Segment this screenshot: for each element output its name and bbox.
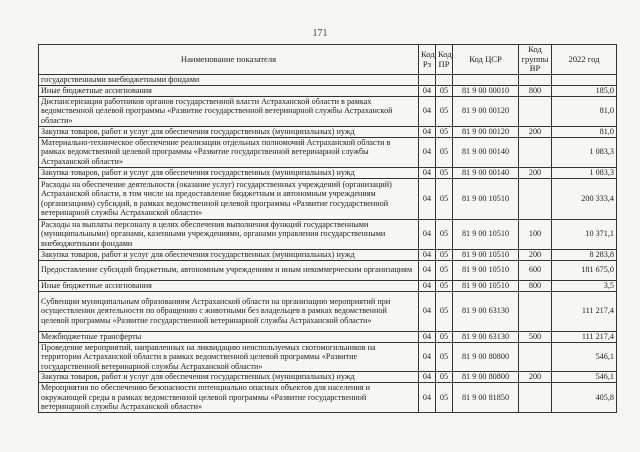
row-csr-cell: 81 9 00 80800 — [453, 372, 519, 383]
row-amount-cell: 10 371,1 — [552, 219, 617, 249]
row-vr-cell: 200 — [519, 249, 552, 260]
table-row — [39, 126, 617, 137]
row-pr-cell: 05 — [436, 260, 453, 280]
row-amount-cell: 111 217,4 — [552, 331, 617, 342]
row-pr-cell: 05 — [436, 167, 453, 178]
row-pr-cell: 05 — [436, 342, 453, 372]
row-vr-cell — [519, 137, 552, 167]
header-rz: Код Рз — [419, 45, 436, 75]
table-row — [39, 331, 617, 342]
row-name-cell: Иные бюджетные ассигнования — [39, 280, 419, 291]
row-vr-cell: 600 — [519, 260, 552, 280]
row-amount-cell: 405,8 — [552, 383, 617, 413]
row-vr-cell: 200 — [519, 167, 552, 178]
budget-table — [38, 44, 617, 413]
row-name-cell: Закупка товаров, работ и услуг для обеспечения государственных (муниципальных) нужд — [39, 167, 419, 178]
row-amount-cell: 1 083,3 — [552, 167, 617, 178]
row-pr-cell: 05 — [436, 280, 453, 291]
row-amount-cell: 3,5 — [552, 280, 617, 291]
row-vr-cell — [519, 342, 552, 372]
header-vr: Код группы ВР — [519, 45, 552, 75]
row-pr-cell: 05 — [436, 137, 453, 167]
row-vr-cell: 200 — [519, 126, 552, 137]
row-pr-cell: 05 — [436, 126, 453, 137]
row-pr-cell: 05 — [436, 372, 453, 383]
row-vr-cell — [519, 75, 552, 86]
row-csr-cell: 81 9 00 10510 — [453, 260, 519, 280]
table-row — [39, 96, 617, 126]
header-csr: Код ЦСР — [453, 45, 519, 75]
row-rz-cell: 04 — [419, 342, 436, 372]
row-csr-cell: 81 9 00 10510 — [453, 280, 519, 291]
row-amount-cell: 200 333,4 — [552, 178, 617, 219]
header-pr: Код ПР — [436, 45, 453, 75]
row-csr-cell: 81 9 00 10510 — [453, 178, 519, 219]
table-row — [39, 85, 617, 96]
row-vr-cell — [519, 383, 552, 413]
row-name-cell: Мероприятия по обеспечению безопасности потенциально опасных объектов для населения и окружающей среды в рамках ведомственной целевой программы «Развитие государственной ветеринарной службы Астраханской области» — [39, 383, 419, 413]
row-vr-cell — [519, 96, 552, 126]
row-pr-cell: 05 — [436, 85, 453, 96]
row-pr-cell: 05 — [436, 383, 453, 413]
row-rz-cell: 04 — [419, 167, 436, 178]
row-csr-cell: 81 9 00 00010 — [453, 85, 519, 96]
row-vr-cell — [519, 178, 552, 219]
row-name-cell: Субвенции муниципальным образованиям Астраханской области на организацию мероприятий при осуществлении деятельности по обращению с животными без владельцев в рамках ведомственной целевой программы «Развитие государственной ветеринарной службы Астраханской области» — [39, 291, 419, 331]
header-year: 2022 год — [552, 45, 617, 75]
row-name-cell: Материально-техническое обеспечение реализации отдельных полномочий Астраханской области в рамках ведомственной целевой программы «Развитие государственной ветеринарной службы Астраханской области» — [39, 137, 419, 167]
row-rz-cell: 04 — [419, 331, 436, 342]
row-rz-cell: 04 — [419, 260, 436, 280]
table-row — [39, 178, 617, 219]
row-vr-cell — [519, 291, 552, 331]
row-rz-cell: 04 — [419, 137, 436, 167]
row-rz-cell: 04 — [419, 85, 436, 96]
row-vr-cell: 500 — [519, 331, 552, 342]
row-pr-cell: 05 — [436, 249, 453, 260]
row-csr-cell: 81 9 00 63130 — [453, 331, 519, 342]
row-pr-cell: 05 — [436, 96, 453, 126]
table-row — [39, 75, 617, 86]
row-rz-cell: 04 — [419, 96, 436, 126]
row-name-cell: Расходы на выплаты персоналу в целях обеспечения выполнения функций государственными (муниципальными) органами, казенными учреждениями, органами управления государственными внебюджетными фондами — [39, 219, 419, 249]
row-csr-cell: 81 9 00 80800 — [453, 342, 519, 372]
row-csr-cell: 81 9 00 00140 — [453, 137, 519, 167]
row-vr-cell: 200 — [519, 372, 552, 383]
row-amount-cell: 181 675,0 — [552, 260, 617, 280]
row-rz-cell — [419, 75, 436, 86]
table-row — [39, 167, 617, 178]
row-amount-cell: 8 283,8 — [552, 249, 617, 260]
row-name-cell: Проведение мероприятий, направленных на ликвидацию неиспользуемых скотомогильников на территории Астраханской области в рамках ведомственной целевой программы «Развитие государственной ветеринарной службы Астраханской области» — [39, 342, 419, 372]
row-amount-cell: 81,0 — [552, 126, 617, 137]
row-csr-cell: 81 9 00 81850 — [453, 383, 519, 413]
row-vr-cell: 100 — [519, 219, 552, 249]
table-row — [39, 137, 617, 167]
table-row — [39, 280, 617, 291]
row-amount-cell: 546,1 — [552, 342, 617, 372]
row-name-cell: государственными внебюджетными фондами — [39, 75, 419, 86]
row-vr-cell: 800 — [519, 85, 552, 96]
table-row — [39, 219, 617, 249]
row-name-cell: Диспансеризация работников органов государственной власти Астраханской области в рамках ведомственной целевой программы «Развитие государственной ветеринарной службы Астраханской области» — [39, 96, 419, 126]
row-rz-cell: 04 — [419, 249, 436, 260]
row-amount-cell: 111 217,4 — [552, 291, 617, 331]
row-csr-cell: 81 9 00 00140 — [453, 167, 519, 178]
table-row — [39, 383, 617, 413]
row-amount-cell: 81,0 — [552, 96, 617, 126]
table-row — [39, 291, 617, 331]
row-vr-cell: 800 — [519, 280, 552, 291]
row-name-cell: Предоставление субсидий бюджетным, автономным учреждениям и иным некоммерческим организациям — [39, 260, 419, 280]
row-pr-cell: 05 — [436, 331, 453, 342]
table-row — [39, 260, 617, 280]
row-csr-cell: 81 9 00 00120 — [453, 126, 519, 137]
header-name: Наименование показателя — [39, 45, 419, 75]
row-rz-cell: 04 — [419, 372, 436, 383]
row-amount-cell: 185,0 — [552, 85, 617, 96]
table-row — [39, 342, 617, 372]
page-number: 171 — [312, 28, 328, 39]
row-rz-cell: 04 — [419, 280, 436, 291]
row-name-cell: Межбюджетные трансферты — [39, 331, 419, 342]
row-amount-cell: 546,1 — [552, 372, 617, 383]
row-amount-cell: 1 083,3 — [552, 137, 617, 167]
row-pr-cell: 05 — [436, 178, 453, 219]
row-name-cell: Иные бюджетные ассигнования — [39, 85, 419, 96]
row-name-cell: Закупка товаров, работ и услуг для обеспечения государственных (муниципальных) нужд — [39, 372, 419, 383]
row-name-cell: Закупка товаров, работ и услуг для обеспечения государственных (муниципальных) нужд — [39, 249, 419, 260]
row-name-cell: Закупка товаров, работ и услуг для обеспечения государственных (муниципальных) нужд — [39, 126, 419, 137]
table-row — [39, 372, 617, 383]
row-rz-cell: 04 — [419, 291, 436, 331]
row-pr-cell: 05 — [436, 219, 453, 249]
row-csr-cell: 81 9 00 10510 — [453, 219, 519, 249]
table-row — [39, 249, 617, 260]
row-rz-cell: 04 — [419, 126, 436, 137]
row-csr-cell: 81 9 00 00120 — [453, 96, 519, 126]
row-rz-cell: 04 — [419, 178, 436, 219]
row-name-cell: Расходы на обеспечение деятельности (оказание услуг) государственных учреждений (организаций) Астраханской области, в том числе на предоставление бюджетным и автономным учреждениям (организациям) субсидий, в рамках ведомственной целевой программы «Развитие государственной ветеринарной службы Астраханской области» — [39, 178, 419, 219]
row-pr-cell: 05 — [436, 291, 453, 331]
row-amount-cell — [552, 75, 617, 86]
row-csr-cell — [453, 75, 519, 86]
row-pr-cell — [436, 75, 453, 86]
row-rz-cell: 04 — [419, 383, 436, 413]
row-csr-cell: 81 9 00 63130 — [453, 291, 519, 331]
row-csr-cell: 81 9 00 10510 — [453, 249, 519, 260]
table-header-row — [39, 45, 617, 75]
row-rz-cell: 04 — [419, 219, 436, 249]
